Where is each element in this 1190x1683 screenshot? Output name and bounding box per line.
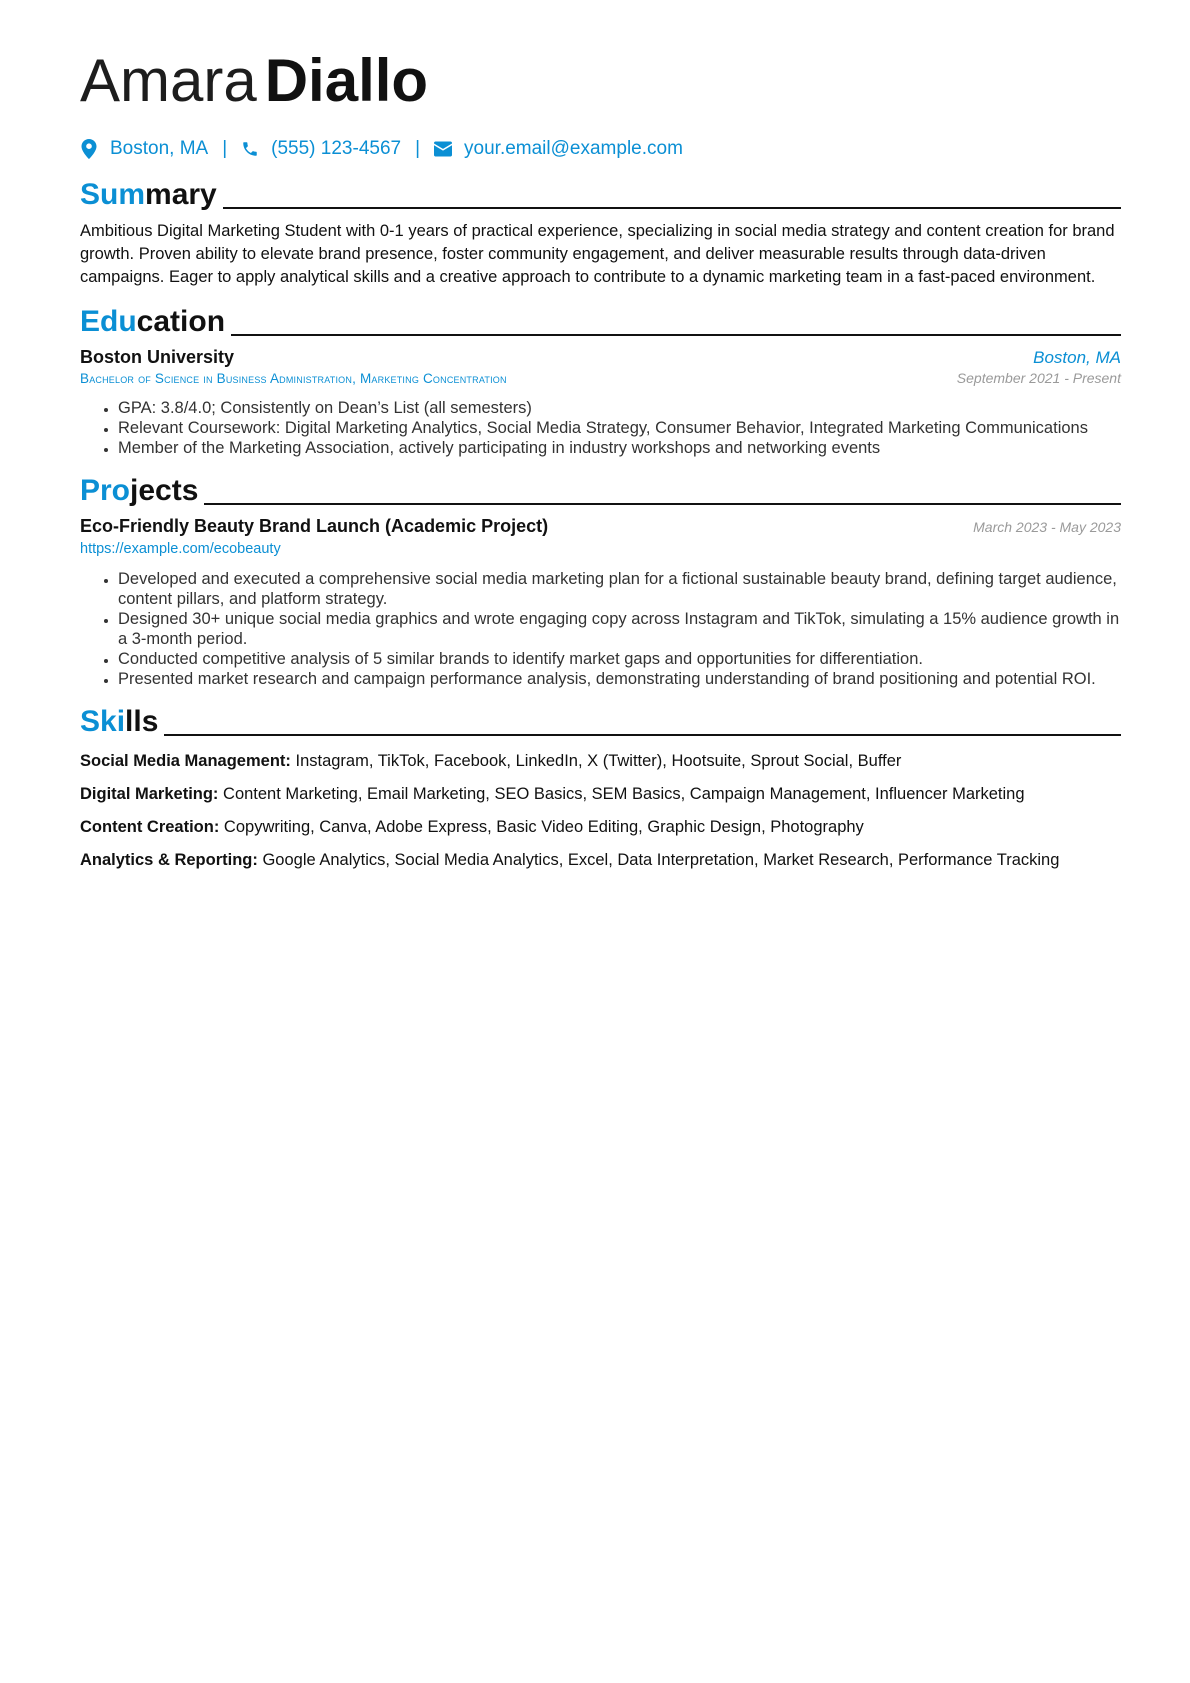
title-rest: lls [125,705,159,738]
project-dates: March 2023 - May 2023 [973,519,1121,535]
skill-value: Content Marketing, Email Marketing, SEO Basics, SEM Basics, Campaign Management, Influencer Marketing [223,785,1025,803]
skill-value: Google Analytics, Social Media Analytics, Excel, Data Interpretation, Market Research, Performance Tracking [262,851,1060,869]
email-link: your.email@example.com [464,138,683,159]
phone-icon [241,139,259,159]
education-entry [80,347,1121,458]
list-item: • Presented market research and campaign performance analysis, demonstrating understanding of brand positioning and potential ROI. [118,669,1121,689]
list-item: • Member of the Marketing Association, actively participating in industry workshops and networking events [118,438,1121,458]
skill-row [80,849,1121,871]
section-title [80,705,158,739]
title-rest: cation [136,305,226,338]
skill-value: Copywriting, Canva, Adobe Express, Basic Video Editing, Graphic Design, Photography [223,818,864,836]
education-bullets [80,398,1121,458]
contact-separator: | [222,138,228,159]
school-location: Boston, MA [1033,348,1121,367]
first-name: Amara [80,47,257,114]
map-marker-icon [80,139,98,159]
list-item: • GPA: 3.8/4.0; Consistently on Dean’s List (all semesters) [118,398,1121,418]
project-entry [80,516,1121,689]
skill-row [80,750,1121,772]
list-item: • Relevant Coursework: Digital Marketing Analytics, Social Media Strategy, Consumer Behavior, Integrated Marketing Communications [118,418,1121,438]
section-rule [231,334,1121,336]
title-highlight: Pro [80,474,131,507]
skill-label: Content Creation: [80,818,220,836]
section-rule [223,207,1121,209]
title-highlight: Ski [80,705,126,738]
education-dates: September 2021 - Present [956,370,1121,386]
contact-separator: | [415,138,421,159]
skill-label: Digital Marketing: [80,785,219,803]
title-highlight: Sum [80,178,146,211]
education-heading [80,301,1121,339]
summary-heading [80,174,1121,212]
project-link[interactable]: https://example.com/ecobeauty [80,541,281,557]
envelope-icon [434,139,452,159]
location-text: Boston, MA [110,138,209,159]
skill-label: Analytics & Reporting: [80,851,258,869]
contact-location [80,138,208,160]
project-bullets [80,569,1121,689]
degree: Bachelor of Science in Business Administration, Marketing Concentration [80,371,507,386]
last-name: Diallo [264,47,429,114]
resume-page [80,42,1121,871]
title-highlight: Edu [80,305,137,338]
list-item: • Developed and executed a comprehensive social media marketing plan for a fictional sustainable beauty brand, defining target audience, content pillars, and platform strategy. [118,569,1121,609]
section-rule [204,503,1121,505]
section-rule [164,734,1121,736]
section-title [80,178,217,212]
title-rest: mary [145,178,217,211]
project-title: Eco-Friendly Beauty Brand Launch (Academic Project) [80,516,549,536]
summary-text: Ambitious Digital Marketing Student with 0-1 years of practical experience, specializing in social media strategy and content creation for brand growth. Proven ability to elevate brand presence, foster community engagement, and deliver measurable results through data-driven campaigns. Eager to apply analytical skills and a creative approach to contribute to a dynamic marketing team in a fast-paced environment. [80,222,1115,286]
skill-label: Social Media Management: [80,752,291,770]
list-item: • Designed 30+ unique social media graphics and wrote engaging copy across Instagram and TikTok, simulating a 15% audience growth in a 3-month period. [118,609,1121,649]
skill-value: Instagram, TikTok, Facebook, LinkedIn, X (Twitter), Hootsuite, Sprout Social, Buffer [295,752,902,770]
skill-row [80,816,1121,838]
school-name: Boston University [80,347,235,367]
list-item: • Conducted competitive analysis of 5 similar brands to identify market gaps and opportunities for differentiation. [118,649,1121,669]
section-title [80,474,198,508]
skill-row [80,783,1121,805]
phone-text: (555) 123-4567 [271,138,402,159]
candidate-name [80,42,1121,120]
contact-bar [80,136,1121,162]
contact-email[interactable] [434,138,683,160]
skills-heading [80,701,1121,739]
projects-heading [80,470,1121,508]
contact-phone[interactable] [241,138,401,160]
title-rest: jects [130,474,199,507]
section-title [80,305,225,339]
